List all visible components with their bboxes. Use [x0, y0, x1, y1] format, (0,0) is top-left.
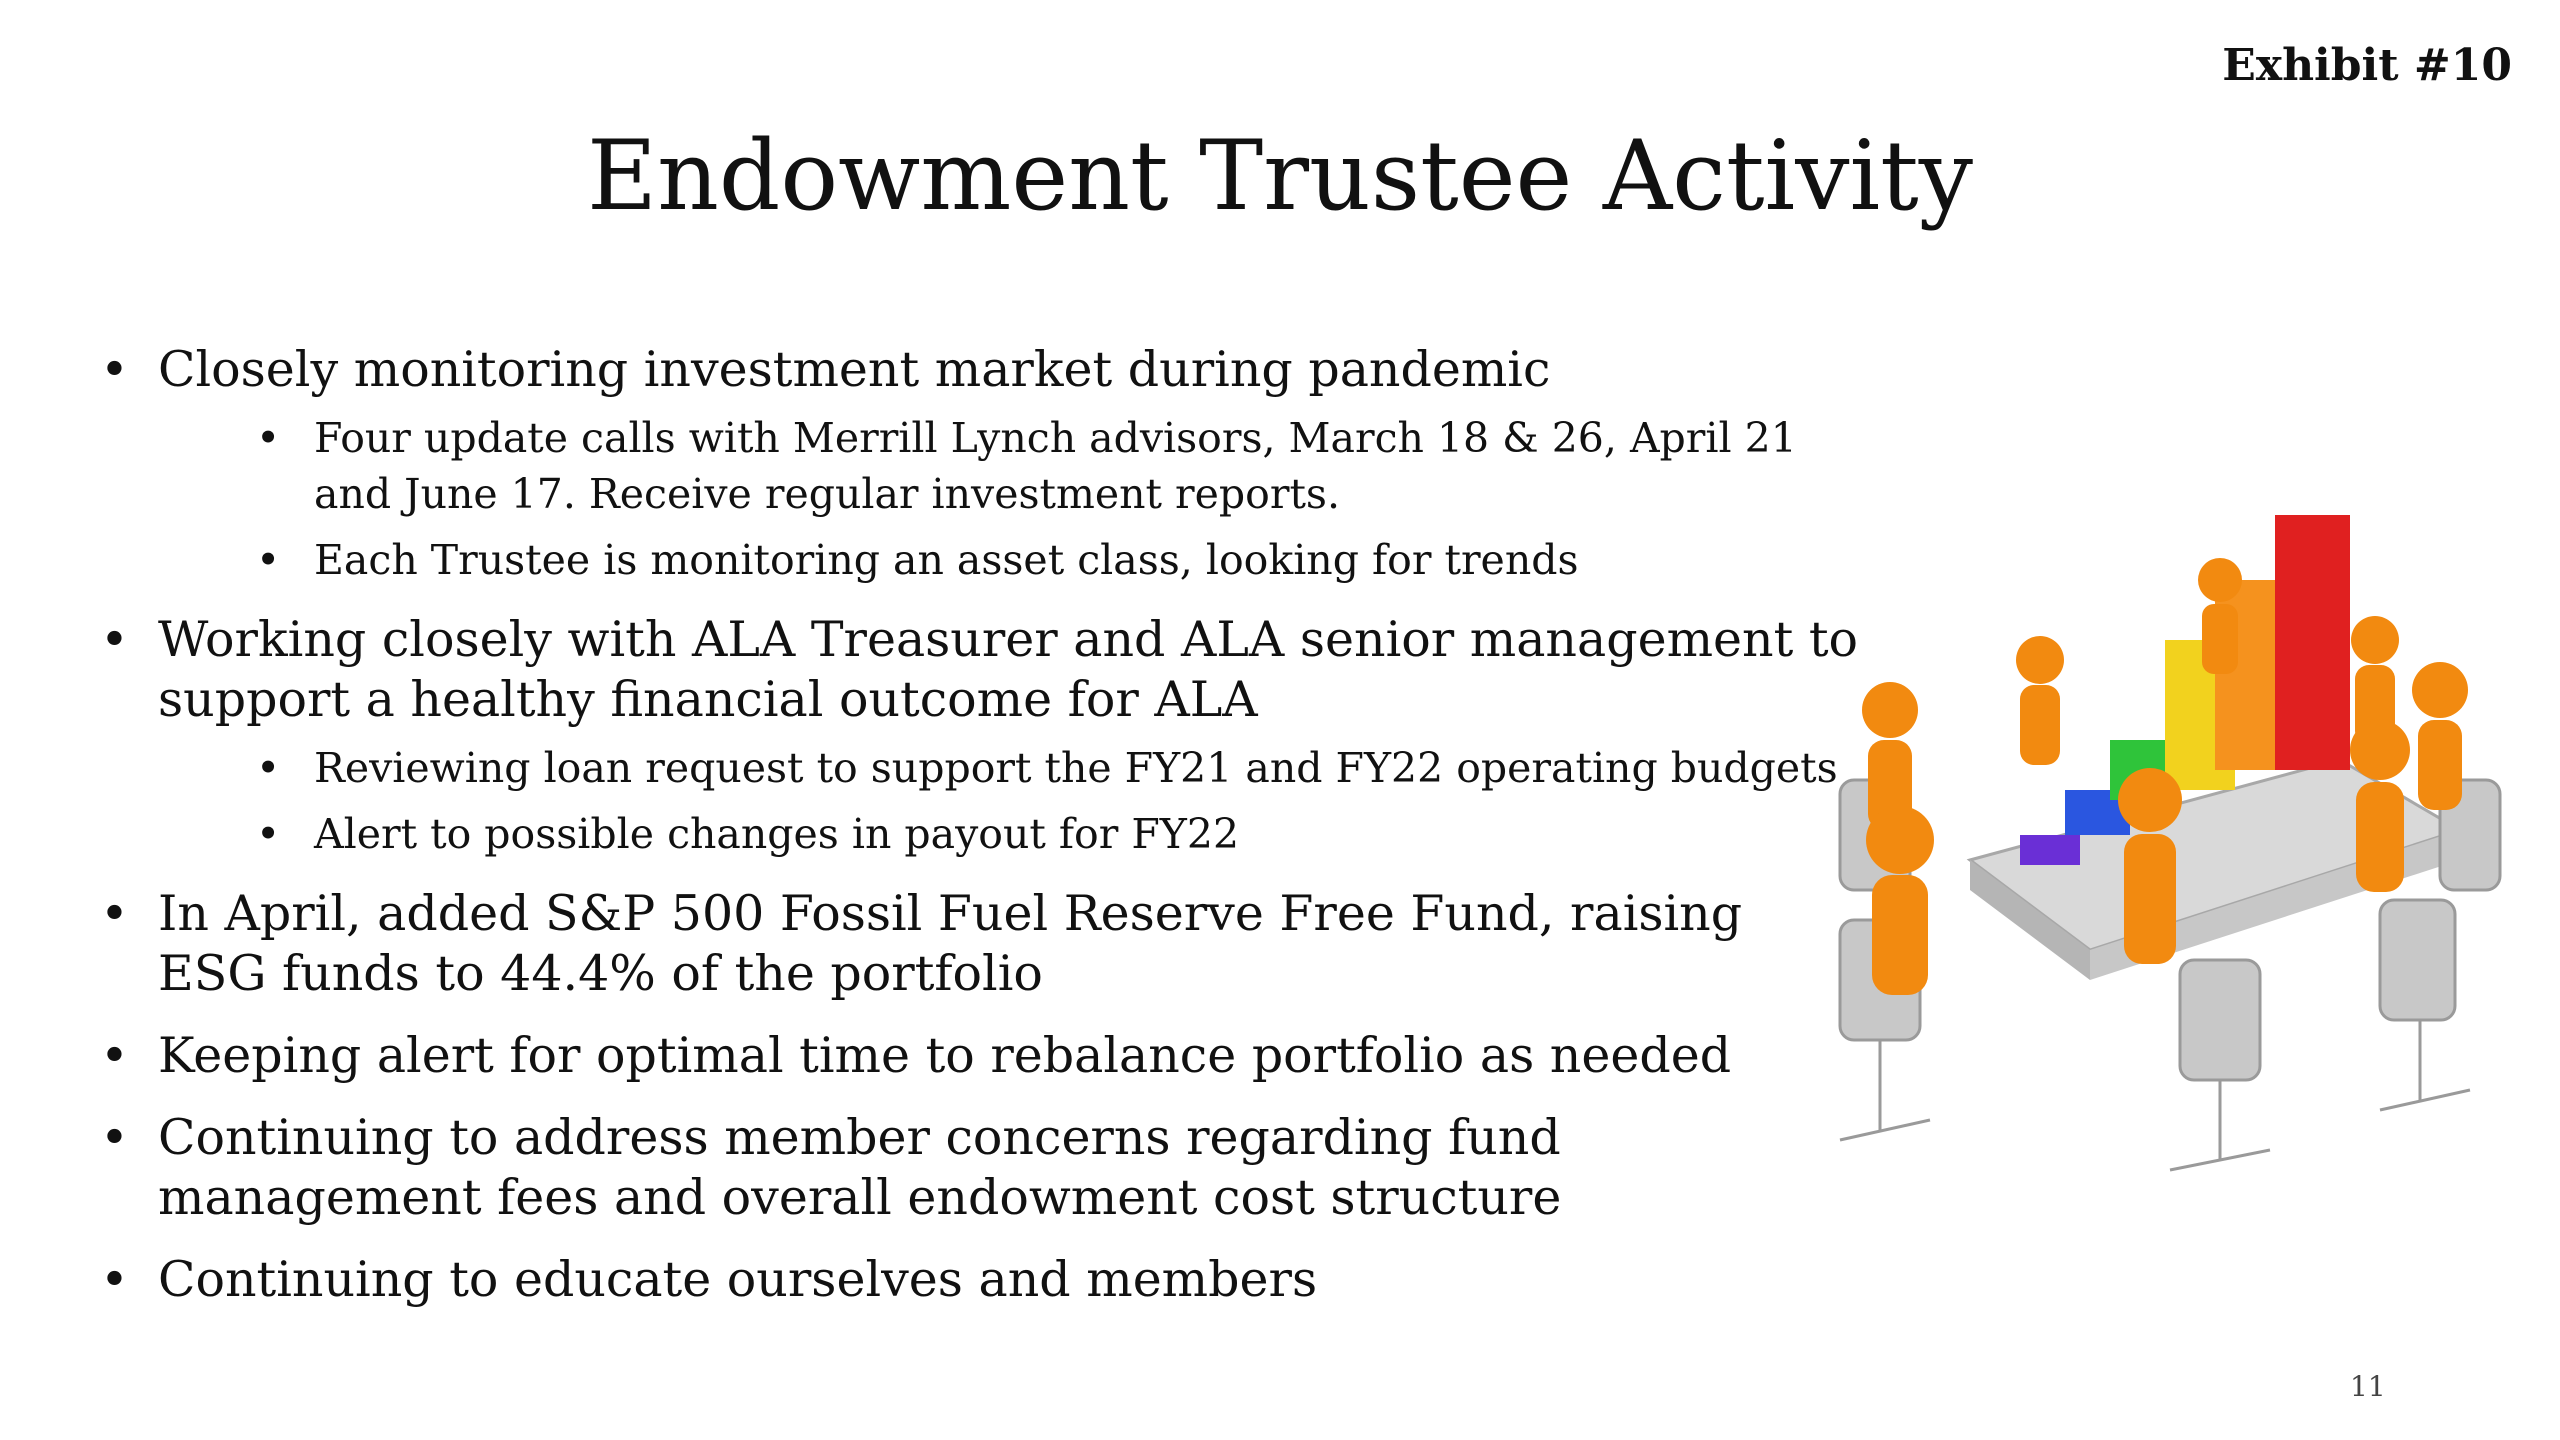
bullet-item: [100, 1108, 1860, 1228]
bullet-item: [100, 340, 1860, 588]
exhibit-label: Exhibit #10: [2222, 40, 2512, 91]
sub-bullet-item: • Alert to possible changes in payout for FY22: [256, 806, 1860, 862]
bullet-text: Continuing to address member concerns regarding fund management fees and overall endowment cost structure: [158, 1109, 1562, 1226]
bullet-item: [100, 1250, 1860, 1310]
sub-bullet-list: [256, 410, 1860, 588]
person-figure: [1866, 806, 1934, 995]
page-number: 11: [2350, 1370, 2386, 1403]
person-figure: [2412, 662, 2468, 810]
bullet-text: Continuing to educate ourselves and members: [158, 1251, 1318, 1308]
bar-purple: [2020, 835, 2080, 865]
bullet-text: Working closely with ALA Treasurer and ALA senior management to support a healthy financial outcome for ALA: [158, 611, 1859, 728]
person-figure: [2118, 768, 2182, 964]
person-figure: [2016, 636, 2064, 765]
sub-bullet-item: • Each Trustee is monitoring an asset class, looking for trends: [256, 532, 1860, 588]
bar-red: [2275, 515, 2350, 770]
meeting-bar-chart-icon: [1820, 500, 2540, 1180]
bullet-list: [100, 340, 1860, 1332]
bullet-text: Closely monitoring investment market during pandemic: [158, 341, 1551, 398]
bullet-item: [100, 1026, 1860, 1086]
slide-title: Endowment Trustee Activity: [587, 120, 1973, 232]
sub-bullet-item: • Four update calls with Merrill Lynch advisors, March 18 & 26, April 21 and June 17. Receive regular investment reports.: [256, 410, 1860, 522]
bullet-text: Keeping alert for optimal time to rebalance portfolio as needed: [158, 1027, 1732, 1084]
sub-bullet-list: [256, 740, 1860, 862]
people: [1862, 558, 2468, 995]
bullet-item: [100, 884, 1860, 1004]
person-figure: [2198, 558, 2242, 674]
person-figure: [2350, 720, 2410, 892]
bullet-item: [100, 610, 1860, 862]
illustration-svg: [1820, 500, 2540, 1180]
sub-bullet-item: • Reviewing loan request to support the FY21 and FY22 operating budgets: [256, 740, 1860, 796]
bullet-text: In April, added S&P 500 Fossil Fuel Reserve Free Fund, raising ESG funds to 44.4% of the portfolio: [158, 885, 1743, 1002]
